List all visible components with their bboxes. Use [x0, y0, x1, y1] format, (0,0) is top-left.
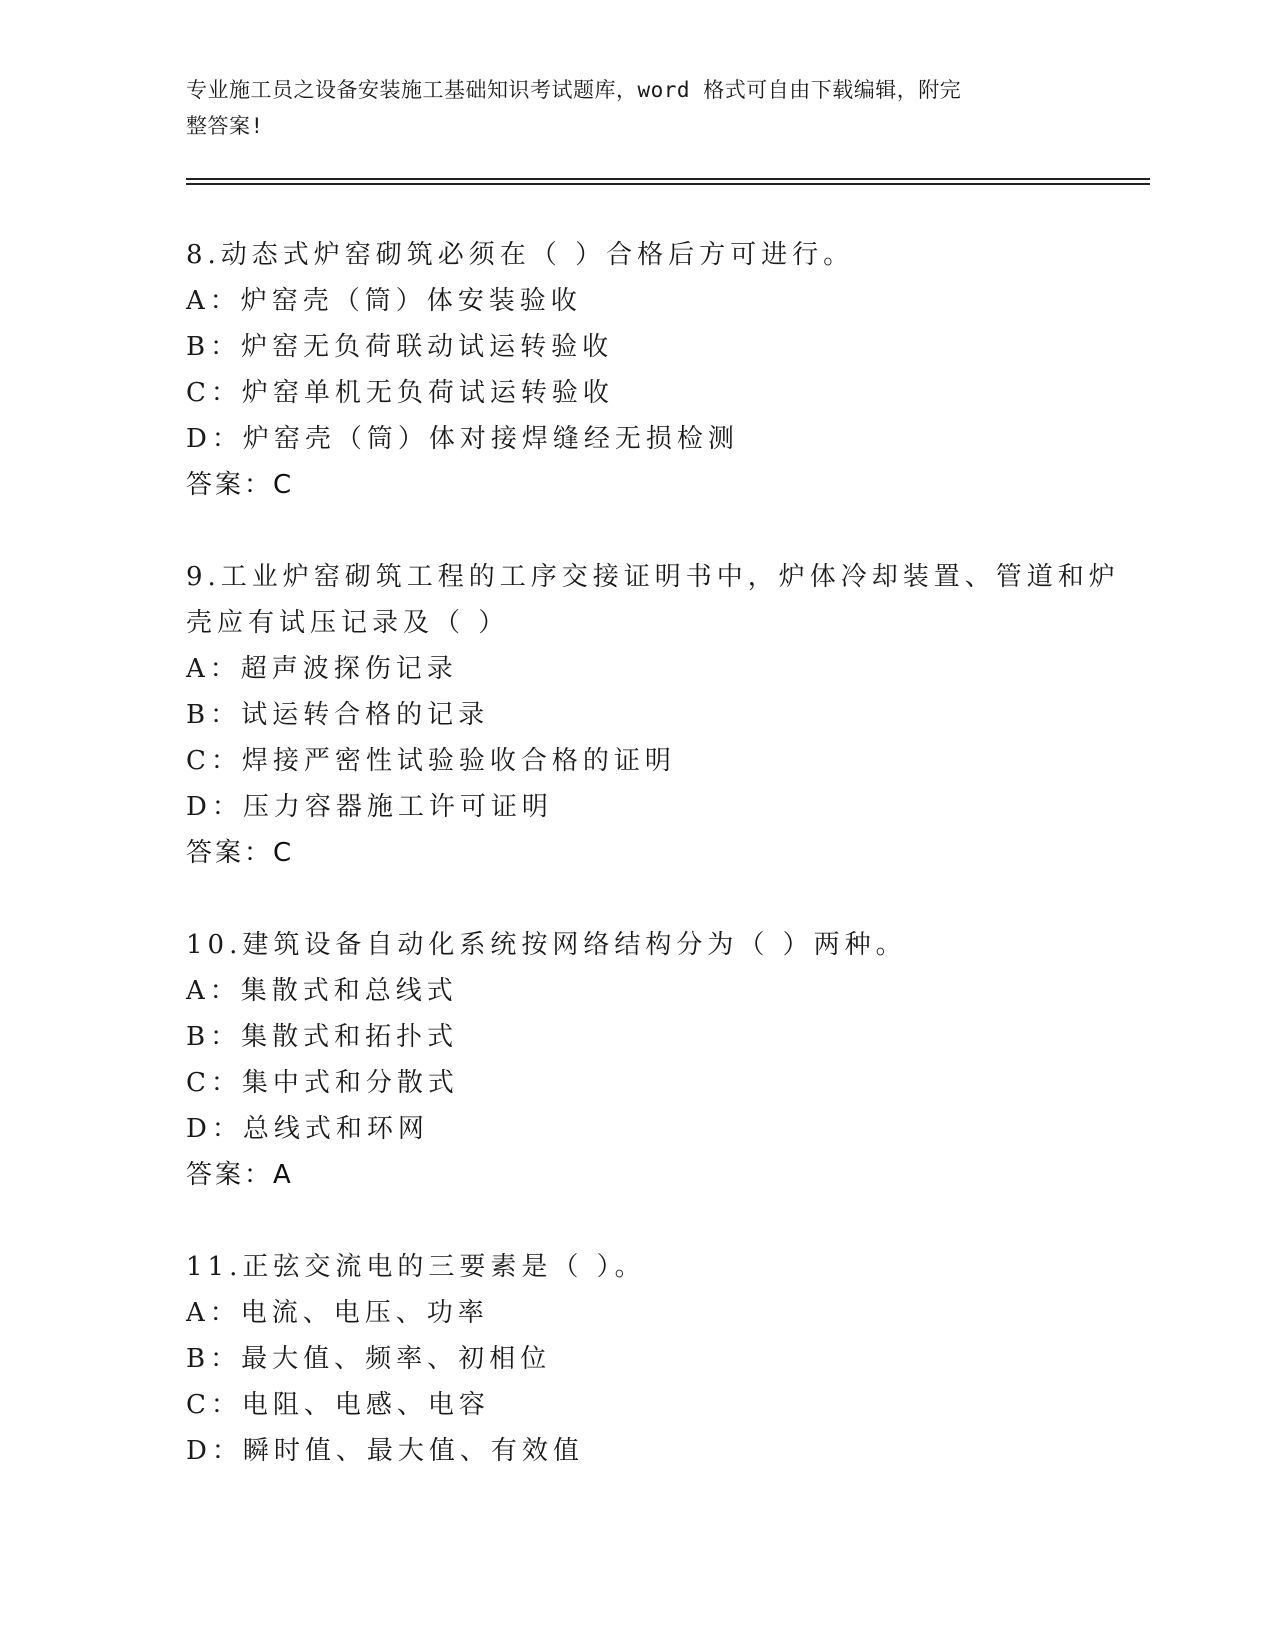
header-line-1: 专业施工员之设备安装施工基础知识考试题库，word 格式可自由下载编辑，附完 — [186, 78, 962, 102]
answer-line: 答案：A — [186, 1160, 294, 1190]
question-11 — [186, 1244, 1086, 1474]
header-line-2: 整答案! — [186, 114, 264, 138]
question-10 — [186, 922, 1086, 1198]
question-stem: 8.动态式炉窑砌筑必须在（ ）合格后方可进行。 — [186, 240, 855, 270]
option-c: C：焊接严密性试验验收合格的证明 — [186, 746, 676, 776]
option-b: B：集散式和拓扑式 — [186, 1022, 459, 1052]
option-c: C：集中式和分散式 — [186, 1068, 459, 1098]
option-c: C：电阻、电感、电容 — [186, 1390, 490, 1420]
option-d: D：总线式和环网 — [186, 1114, 429, 1144]
option-a: A：电流、电压、功率 — [186, 1298, 489, 1328]
question-list — [186, 232, 1120, 1520]
option-b: B：最大值、频率、初相位 — [186, 1344, 552, 1374]
option-a: A：超声波探伤记录 — [186, 654, 458, 684]
header-divider-bottom — [186, 183, 1150, 185]
option-a: A：炉窑壳（筒）体安装验收 — [186, 286, 582, 316]
question-8 — [186, 232, 1086, 508]
answer-line: 答案：C — [186, 838, 295, 868]
question-stem: 11.正弦交流电的三要素是（ ）。 — [186, 1252, 646, 1282]
header-divider-top — [186, 178, 1150, 180]
question-9 — [186, 554, 1120, 876]
option-b: B：炉窑无负荷联动试运转验收 — [186, 332, 614, 362]
option-b: B：试运转合格的记录 — [186, 700, 490, 730]
answer-line: 答案：C — [186, 470, 295, 500]
option-d: D：炉窑壳（筒）体对接焊缝经无损检测 — [186, 424, 739, 454]
option-a: A：集散式和总线式 — [186, 976, 458, 1006]
option-d: D：压力容器施工许可证明 — [186, 792, 553, 822]
question-stem-line-2: 壳应有试压记录及（ ） — [186, 608, 510, 638]
question-stem-line-1: 9.工业炉窑砌筑工程的工序交接证明书中，炉体冷却装置、管道和炉 — [186, 562, 1120, 592]
option-d: D：瞬时值、最大值、有效值 — [186, 1436, 584, 1466]
option-c: C：炉窑单机无负荷试运转验收 — [186, 378, 614, 408]
document-header — [186, 72, 1066, 144]
question-stem: 10.建筑设备自动化系统按网络结构分为（ ）两种。 — [186, 930, 907, 960]
